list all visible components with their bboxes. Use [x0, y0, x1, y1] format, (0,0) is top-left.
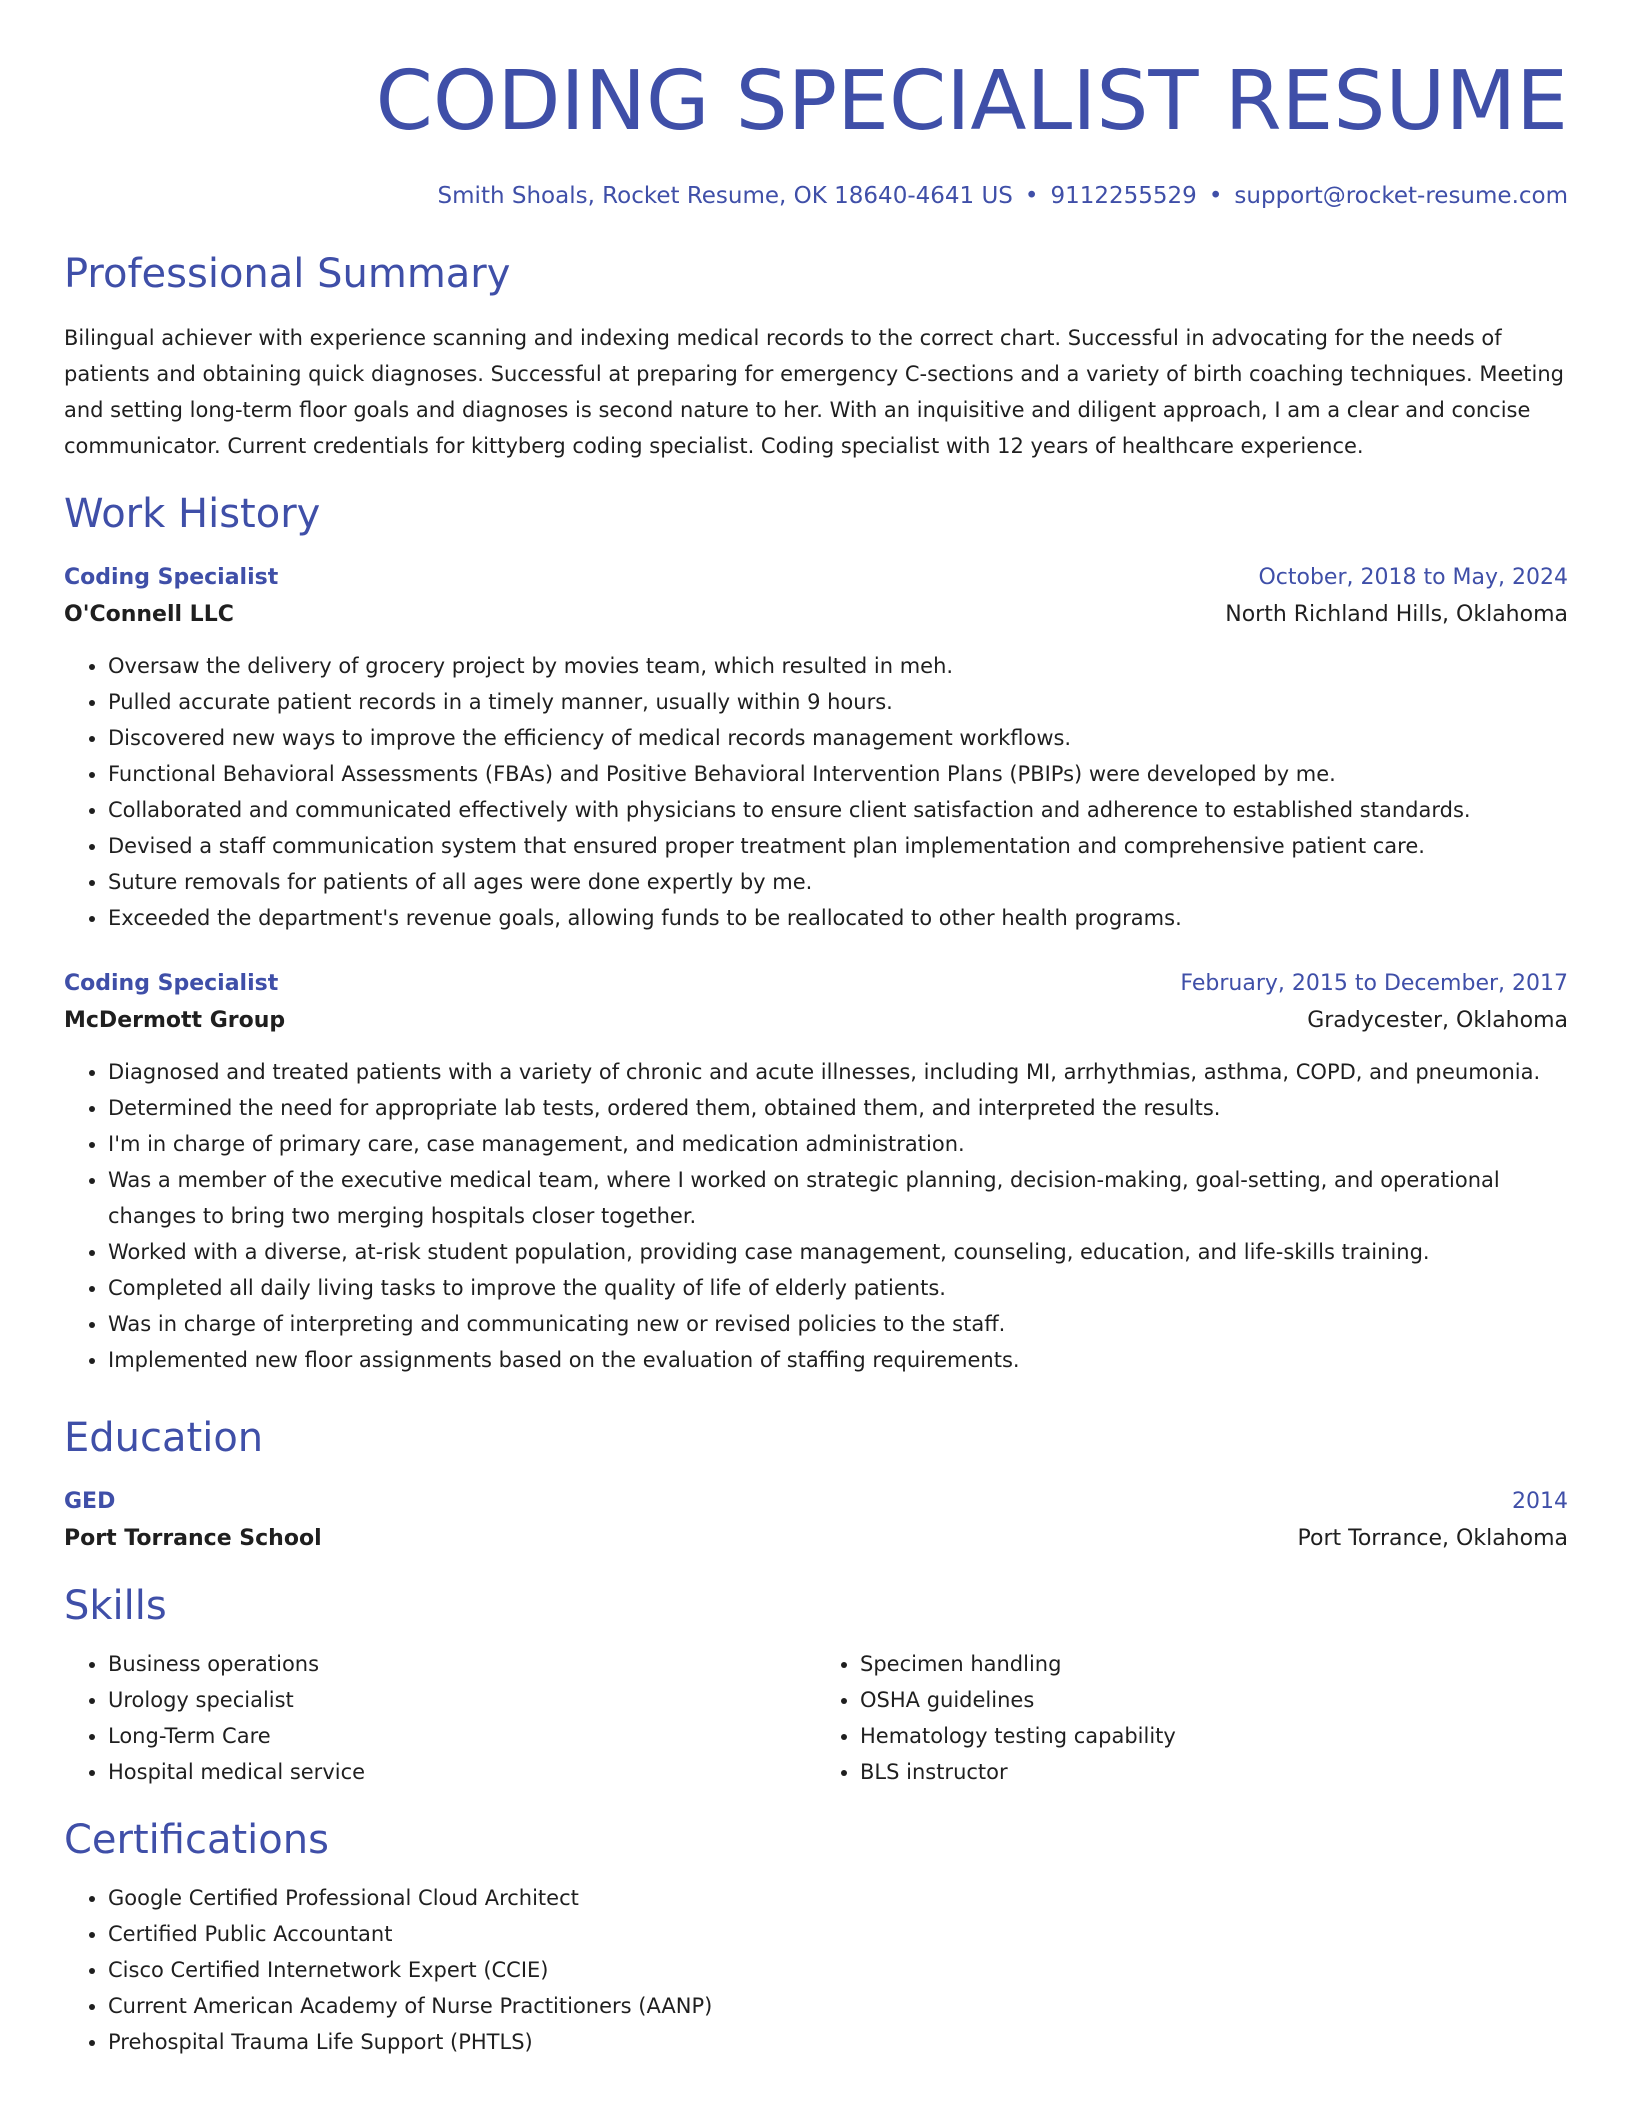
contact-address: Smith Shoals, Rocket Resume, OK 18640-4641 US	[437, 183, 1013, 209]
contact-phone: 9112255529	[1050, 183, 1197, 209]
job-bullets	[64, 1054, 1568, 1378]
resume-title: CODING SPECIALIST RESUME	[375, 54, 1568, 149]
contact-separator: •	[1208, 183, 1223, 209]
skill-item: • Hematology testing capability	[860, 1718, 1568, 1754]
job-bullet: • Devised a staff communication system that ensured proper treatment plan implementation and comprehensive patient care.	[108, 828, 1568, 864]
contact-line	[64, 180, 1568, 212]
job-bullet: • Worked with a diverse, at-risk student population, providing case management, counseling, education, and life-skills training.	[108, 1234, 1568, 1270]
summary-heading: Professional Summary	[64, 251, 511, 297]
skill-item: • Business operations	[108, 1646, 816, 1682]
skill-item: • BLS instructor	[860, 1754, 1568, 1790]
skills-column-left	[64, 1646, 816, 1790]
education-degree: GED	[64, 1489, 116, 1514]
job-entry	[64, 560, 1568, 936]
job-role: Coding Specialist	[64, 971, 279, 996]
job-bullet: • Exceeded the department's revenue goals, allowing funds to be reallocated to other health programs.	[108, 900, 1568, 936]
resume-page	[64, 0, 1568, 2060]
skills-column-right	[816, 1646, 1568, 1790]
job-location: Gradycester, Oklahoma	[1307, 1008, 1568, 1033]
skill-item: • Hospital medical service	[108, 1754, 816, 1790]
summary-text: Bilingual achiever with experience scanning and indexing medical records to the correct chart. Successful in advocating for the needs of patients and obtaining quick diagnoses. Successful at preparing for emergency C-sections and a variety of birth coaching techniques. Meeting and setting long-term floor goals and diagnoses is second nature to her. With an inquisitive and diligent approach, I am a clear and concise communicator. Current credentials for kittyberg coding specialist. Coding specialist with 12 years of healthcare experience.	[64, 326, 1564, 458]
resume-header	[64, 0, 1568, 212]
job-bullet: • Was a member of the executive medical team, where I worked on strategic planning, decision-making, goal-setting, and operational changes to bring two merging hospitals closer together.	[108, 1162, 1568, 1234]
certification-item: • Google Certified Professional Cloud Architect	[108, 1880, 1568, 1916]
job-entry	[64, 966, 1568, 1378]
job-bullet: • Discovered new ways to improve the efficiency of medical records management workflows.	[108, 720, 1568, 756]
work-history-heading: Work History	[64, 491, 321, 537]
contact-separator: •	[1024, 183, 1039, 209]
job-company: O'Connell LLC	[64, 602, 234, 627]
job-bullets	[64, 648, 1568, 936]
skills-heading: Skills	[64, 1583, 167, 1629]
certification-item: • Prehospital Trauma Life Support (PHTLS)	[108, 2024, 1568, 2060]
certification-item: • Cisco Certified Internetwork Expert (CCIE)	[108, 1952, 1568, 1988]
job-bullet: • I'm in charge of primary care, case management, and medication administration.	[108, 1126, 1568, 1162]
job-role: Coding Specialist	[64, 565, 279, 590]
skill-item: • OSHA guidelines	[860, 1682, 1568, 1718]
education-entry	[64, 1484, 1568, 1558]
job-bullet: • Suture removals for patients of all ages were done expertly by me.	[108, 864, 1568, 900]
job-bullet: • Oversaw the delivery of grocery project by movies team, which resulted in meh.	[108, 648, 1568, 684]
skill-item: • Urology specialist	[108, 1682, 816, 1718]
job-bullet: • Implemented new floor assignments based on the evaluation of staffing requirements.	[108, 1342, 1568, 1378]
job-dates: February, 2015 to December, 2017	[1180, 971, 1568, 996]
certification-item: • Certified Public Accountant	[108, 1916, 1568, 1952]
certifications-list	[64, 1880, 1568, 2060]
job-bullet: • Was in charge of interpreting and communicating new or revised policies to the staff.	[108, 1306, 1568, 1342]
contact-email: support@rocket-resume.com	[1234, 183, 1568, 209]
job-company: McDermott Group	[64, 1008, 286, 1033]
skills-grid	[64, 1646, 1568, 1790]
job-bullet: • Pulled accurate patient records in a timely manner, usually within 9 hours.	[108, 684, 1568, 720]
job-bullet: • Collaborated and communicated effectively with physicians to ensure client satisfaction and adherence to established standards.	[108, 792, 1568, 828]
education-year: 2014	[1512, 1489, 1568, 1514]
skill-item: • Specimen handling	[860, 1646, 1568, 1682]
education-heading: Education	[64, 1415, 264, 1461]
certifications-heading: Certifications	[64, 1817, 329, 1863]
education-location: Port Torrance, Oklahoma	[1297, 1526, 1568, 1551]
certification-item: • Current American Academy of Nurse Practitioners (AANP)	[108, 1988, 1568, 2024]
job-bullet: • Completed all daily living tasks to improve the quality of life of elderly patients.	[108, 1270, 1568, 1306]
job-bullet: • Functional Behavioral Assessments (FBAs) and Positive Behavioral Intervention Plans (PBIPs) were developed by me.	[108, 756, 1568, 792]
job-bullet: • Diagnosed and treated patients with a variety of chronic and acute illnesses, including MI, arrhythmias, asthma, COPD, and pneumonia.	[108, 1054, 1568, 1090]
education-school: Port Torrance School	[64, 1526, 322, 1551]
skill-item: • Long-Term Care	[108, 1718, 816, 1754]
job-location: North Richland Hills, Oklahoma	[1225, 602, 1568, 627]
job-dates: October, 2018 to May, 2024	[1258, 565, 1568, 590]
job-bullet: • Determined the need for appropriate lab tests, ordered them, obtained them, and interpreted the results.	[108, 1090, 1568, 1126]
